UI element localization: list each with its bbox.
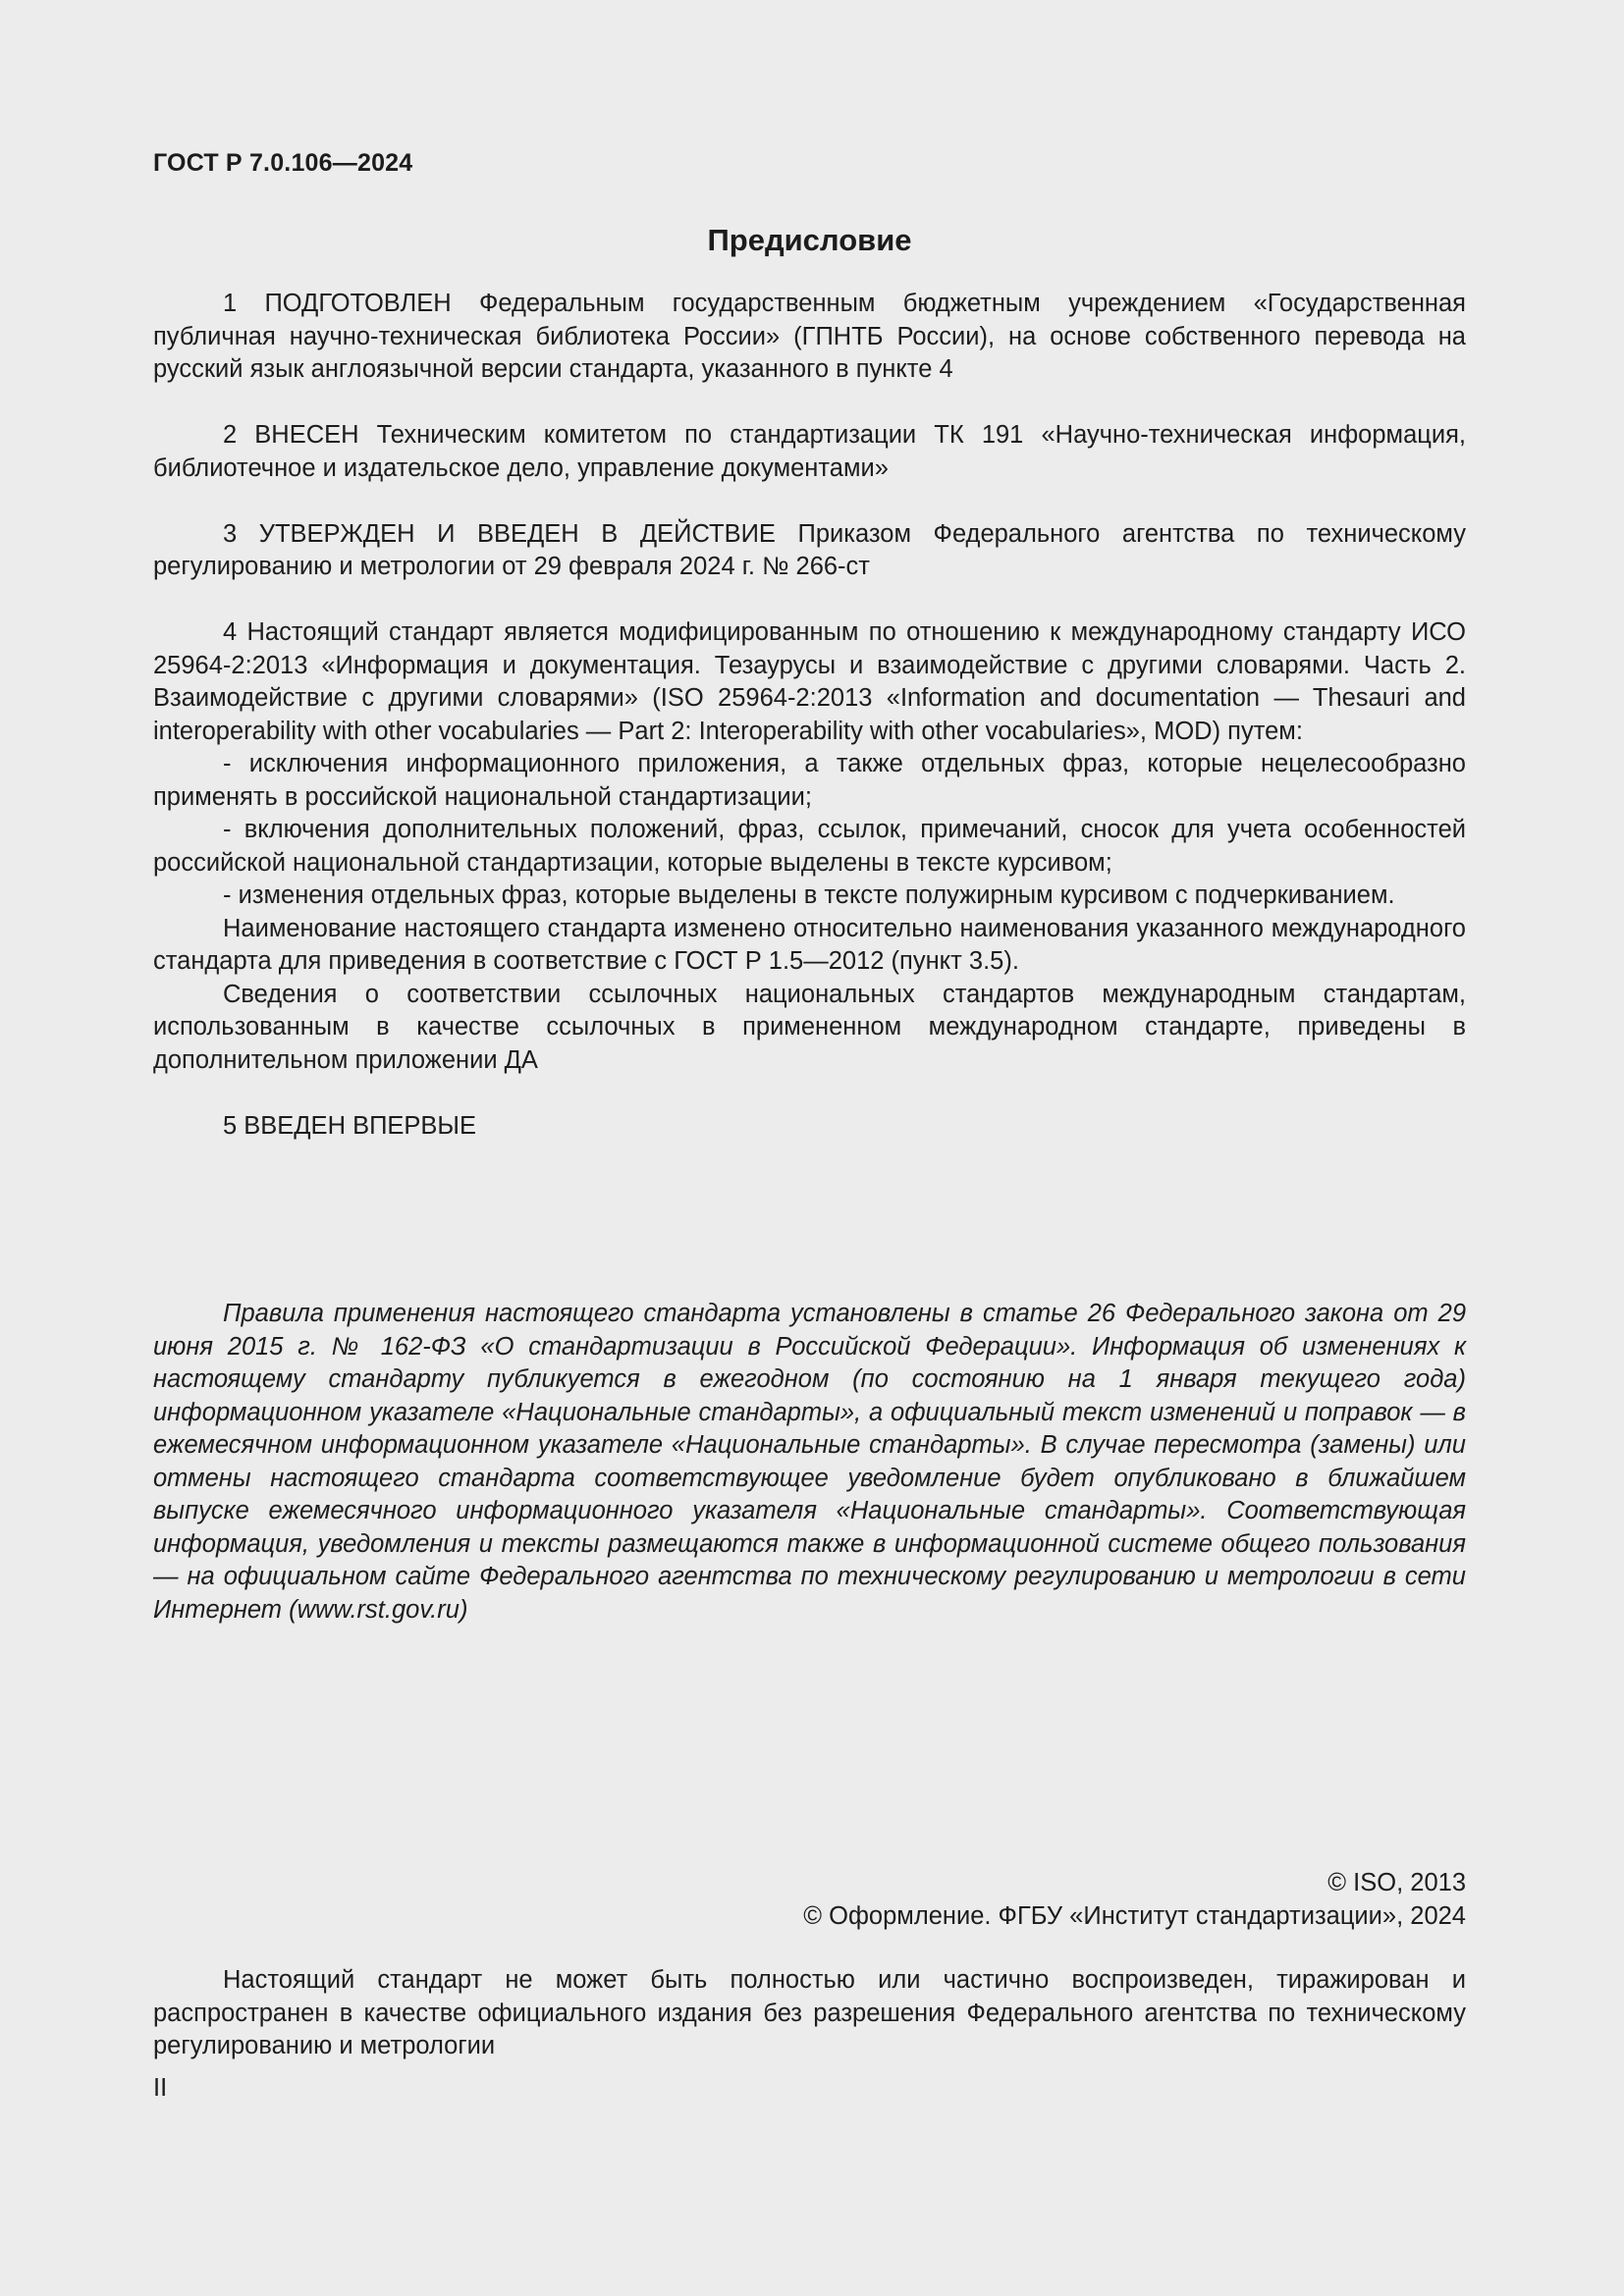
reproduction-notice: Настоящий стандарт не может быть полностью или частично воспроизведен, тиражирован и распространен в качестве официального издания без разрешения Федерального агентства по техническому регулированию и метрологии [153, 1966, 1466, 2059]
section-4-references: Сведения о соответствии ссылочных национальных стандартов международным стандартам, использованным в качестве ссылочных в примененном международном стандарте, приведены в дополнительном приложении ДА [153, 980, 1466, 1074]
design-copyright: © Оформление. ФГБУ «Институт стандартизации», 2024 [803, 1901, 1466, 1930]
copyright-block [153, 1867, 1466, 1933]
section-3-approved: 3 УТВЕРЖДЕН И ВВЕДЕН В ДЕЙСТВИЕ Приказом Федерального агентства по техническому регулированию и метрологии от 29 февраля 2024 г. № 266-ст [153, 519, 1466, 580]
section-4-list-item: - исключения информационного приложения, а также отдельных фраз, которые нецелесообразно применять в российской национальной стандартизации; [153, 750, 1466, 811]
section-1-prepared: 1 ПОДГОТОВЛЕН Федеральным государственным бюджетным учреждением «Государственная публичная научно-техническая библиотека России» (ГПНТБ России), на основе собственного перевода на русский язык англоязычной версии стандарта, указанного в пункте 4 [153, 290, 1466, 383]
iso-copyright: © ISO, 2013 [1327, 1869, 1466, 1896]
section-4-list-item: - изменения отдельных фраз, которые выделены в тексте полужирным курсивом с подчеркиванием. [223, 881, 1395, 909]
section-2-introduced: 2 ВНЕСЕН Техническим комитетом по стандартизации ТК 191 «Научно-техническая информация, библиотечное и издательское дело, управление документами» [153, 421, 1466, 482]
page-title: Предисловие [707, 223, 912, 257]
foreword-body [153, 288, 1466, 1143]
application-rules-notice: Правила применения настоящего стандарта установлены в статье 26 Федерального закона от 29 июня 2015 г. № 162-ФЗ «О стандартизации в Российской Федерации». Информация об изменениях к настоящему стандарту публикуется в ежегодном (по состоянию на 1 января текущего года) информационном указателе «Национальные стандарты», а официальный текст изменений и поправок — в ежемесячном информационном указателе «Национальные стандарты». В случае пересмотра (замены) или отмены настоящего стандарта соответствующее уведомление будет опубликовано в ближайшем выпуске ежемесячного информационного указателя «Национальные стандарты». Соответствующая информация, уведомления и тексты размещаются также в информационной системе общего пользования — на официальном сайте Федерального агентства по техническому регулированию и метрологии в сети Интернет (www.rst.gov.ru) [153, 1300, 1466, 1624]
section-4-modification: 4 Настоящий стандарт является модифицированным по отношению к международному стандарту ИСО 25964-2:2013 «Информация и документация. Тезаурусы и взаимодействие с другими словарями. Часть 2. Взаимодействие с другими словарями» (ISO 25964-2:2013 «Information and documentation — Thesauri and interoperability with other vocabularies — Part 2: Interoperability with other vocabularies», MOD) путем: [153, 618, 1466, 745]
section-4-list-item: - включения дополнительных положений, фраз, ссылок, примечаний, сносок для учета особенностей российской национальной стандартизации, которые выделены в тексте курсивом; [153, 816, 1466, 877]
section-4-name-change: Наименование настоящего стандарта изменено относительно наименования указанного международного стандарта для приведения в соответствие с ГОСТ Р 1.5—2012 (пункт 3.5). [153, 914, 1466, 975]
document-code-header: ГОСТ Р 7.0.106—2024 [153, 149, 413, 177]
section-5-first-introduced: 5 ВВЕДЕН ВПЕРВЫЕ [223, 1111, 477, 1140]
page-number: II [153, 2074, 168, 2102]
